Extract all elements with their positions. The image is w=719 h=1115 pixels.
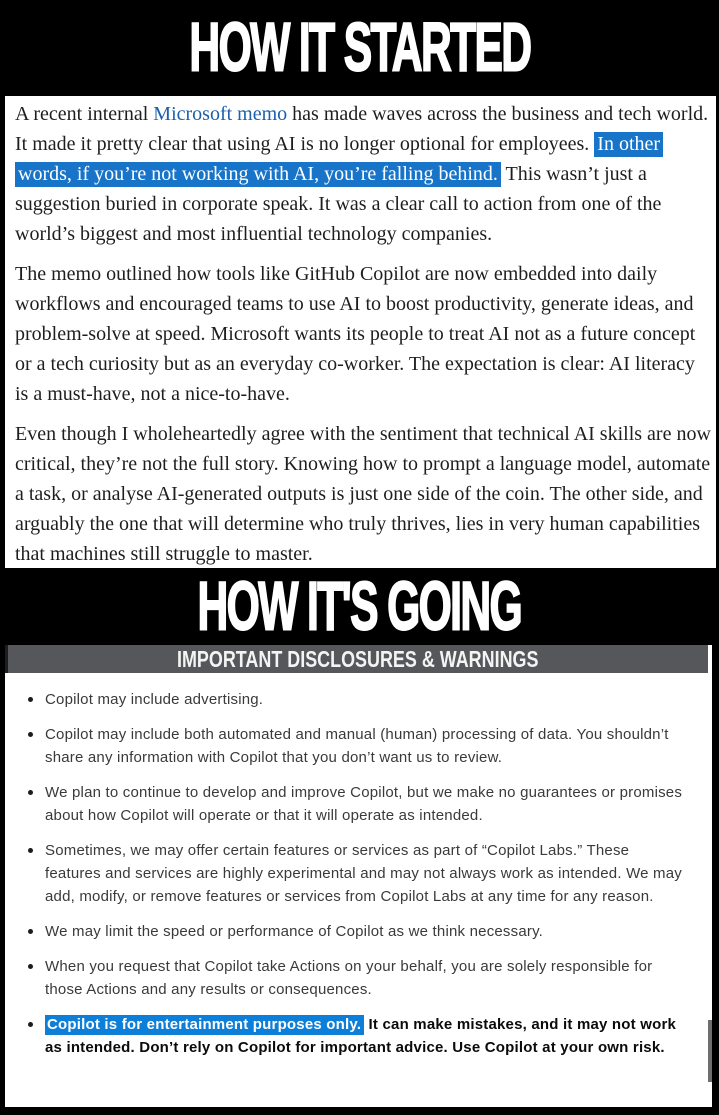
article-panel: [5, 96, 716, 568]
article-paragraph-1: [15, 99, 713, 249]
disclosure-item: When you request that Copilot take Actions on your behalf, you are solely responsible for those Actions and any results or consequences.: [45, 955, 684, 1001]
article-paragraph-3: Even though I wholeheartedly agree with the sentiment that technical AI skills are now critical, they’re not the full story. Knowing how to prompt a language model, automate a task, or analyse AI-generated outputs is just one side of the coin. The other side, and arguably the one that will determine who truly thrives, lies in very human capabilities that machines still struggle to master.: [15, 423, 711, 565]
article-paragraph-2: The memo outlined how tools like GitHub Copilot are now embedded into daily workflows and encouraged teams to use AI to boost productivity, generate ideas, and problem-solve at speed. Microsoft wants its people to treat AI not as a future concept or a tech curiosity but as an everyday co-worker. The expectation is clear: AI literacy is a must-have, not a nice-to-have.: [15, 263, 696, 405]
meme-bottom-caption: HOW IT'S GOING: [197, 568, 522, 645]
disclosures-panel: [5, 645, 712, 1107]
article-highlighted-text: In other words, if you’re not working with AI, you’re falling behind.: [15, 132, 663, 187]
disclosure-highlighted-text: Copilot is for entertainment purposes only.: [45, 1015, 364, 1035]
disclosure-item: Copilot may include both automated and manual (human) processing of data. You shouldn’t share any information with Copilot that you don’t want us to review.: [45, 723, 684, 769]
article-text: This wasn’t just a suggestion buried in corporate speak. It was a clear call to action from one of the world’s biggest and most influential technology companies.: [15, 163, 662, 245]
disclosure-item-final: [45, 1013, 684, 1059]
disclosure-item: Copilot may include advertising.: [45, 688, 684, 711]
meme-top-caption-bar: [0, 0, 719, 96]
disclosure-final-rest: It can make mistakes, and it may not work as intended. Don’t rely on Copilot for important advice. Use Copilot at your own risk.: [45, 1016, 677, 1056]
disclosures-header-bar: [5, 645, 708, 673]
disclosure-item: We plan to continue to develop and improve Copilot, but we make no guarantees or promises about how Copilot will operate or that it will operate as intended.: [45, 781, 684, 827]
disclosure-item: We may limit the speed or performance of Copilot as we think necessary.: [45, 920, 684, 943]
disclosures-list: [5, 673, 712, 1059]
microsoft-memo-link[interactable]: Microsoft memo: [153, 103, 288, 125]
meme-bottom-caption-bar: [0, 568, 719, 645]
meme-top-caption: HOW IT STARTED: [188, 9, 531, 87]
disclosure-item: Sometimes, we may offer certain features or services as part of “Copilot Labs.” These features and services are highly experimental and may not always work as intended. We may add, modify, or remove features or services from Copilot Labs at any time for any reason.: [45, 839, 684, 908]
disclosures-title: IMPORTANT DISCLOSURES & WARNINGS: [177, 645, 539, 672]
scrollbar-thumb[interactable]: [708, 1020, 712, 1082]
article-text: has made waves across the business and tech world. It made it pretty clear that using AI is no longer optional for employees.: [15, 103, 709, 155]
article-text: A recent internal: [15, 103, 154, 125]
